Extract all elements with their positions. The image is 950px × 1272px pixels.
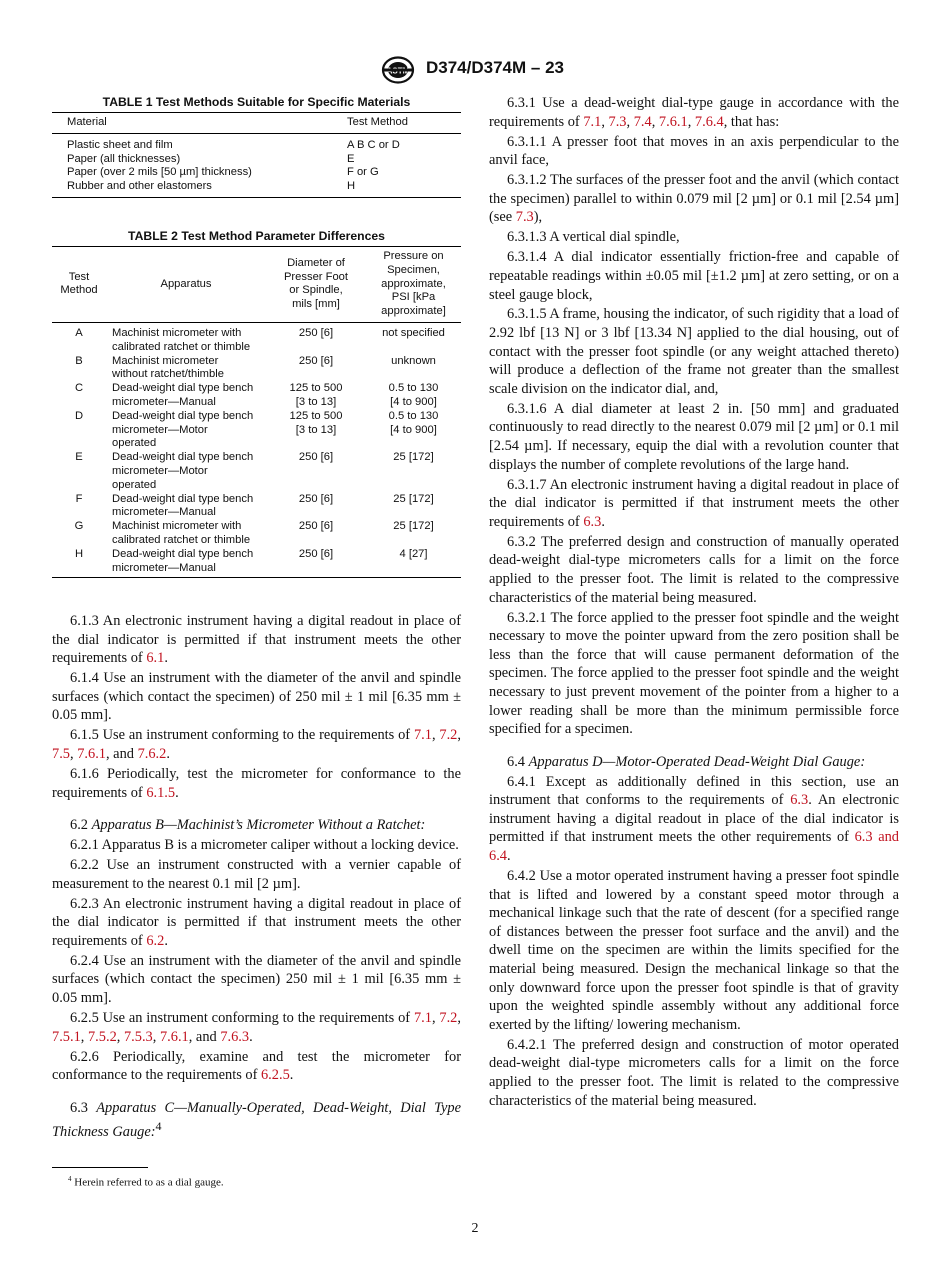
cross-reference-link[interactable]: 7.1 bbox=[413, 727, 432, 744]
apparatus-line: operated bbox=[112, 437, 157, 450]
section-heading bbox=[52, 816, 461, 835]
text: . bbox=[166, 745, 170, 762]
pressure-line: 25 [172] bbox=[393, 520, 434, 533]
cross-reference-link[interactable]: 6.3 and 6.4 bbox=[489, 829, 899, 865]
method-cell: A bbox=[75, 326, 83, 339]
text: 6.3.1.4 A dial indicator essentially friction-free and capable of repeatable readings within ±0.05 mil [±1.2 µm] at zero setting, or on a steel gauge block, bbox=[489, 249, 899, 303]
cross-reference-link[interactable]: 7.6.4 bbox=[694, 113, 724, 130]
paragraph bbox=[489, 305, 899, 398]
diameter-cell bbox=[266, 355, 366, 383]
text: 6.1.5 Use an instrument conforming to the requirements of bbox=[70, 727, 414, 744]
paragraph bbox=[489, 867, 899, 1034]
text: 6.2.1 Apparatus B is a micrometer caliper without a locking device. bbox=[70, 837, 459, 854]
apparatus-line: micrometer—Motor bbox=[112, 423, 208, 436]
pressure-cell bbox=[366, 451, 461, 492]
text: , bbox=[70, 745, 78, 762]
method-cell: B bbox=[75, 354, 83, 367]
text: . bbox=[175, 784, 179, 801]
text: 6.3.1.5 A frame, housing the indicator, of such rigidity that a load of 2.92 lbf [13 N] or 3 lbf [13.34 N] applied to the dial housing, out of contact with the presser foot spindle (or any weight attached thereto) will produce a deflection of the frame not greater than the smallest scale division on the indicator dial, and, bbox=[489, 306, 899, 397]
method-cell: G bbox=[74, 520, 84, 533]
table2-header-pressure bbox=[366, 247, 461, 323]
cross-reference-link[interactable]: 6.1 bbox=[146, 650, 165, 667]
paragraph bbox=[489, 609, 899, 739]
paragraph bbox=[489, 94, 899, 131]
left-column-text bbox=[52, 612, 461, 1143]
table1-title: TABLE 1 Test Methods Suitable for Specific Materials bbox=[102, 95, 411, 109]
paragraph bbox=[52, 726, 461, 763]
cross-reference-link[interactable]: 7.6.1 bbox=[658, 113, 688, 130]
header-line: approximate] bbox=[381, 305, 446, 318]
cross-reference-link[interactable]: 6.2.5 bbox=[260, 1067, 290, 1084]
text: 6.3 bbox=[70, 1099, 97, 1116]
text: , that has: bbox=[723, 113, 780, 130]
text: , bbox=[601, 113, 609, 130]
text: 6.1.4 Use an instrument with the diameter of the anvil and spindle surfaces (which contact the specimen) of 250 mil ± 1 mil [6.35 mm ± 0.05 mm]. bbox=[52, 670, 461, 724]
text: 6.2.4 Use an instrument with the diameter of the anvil and spindle surfaces (which contact the specimen) 250 mil ± 1 mil [6.35 mm ± 0.05 mm]. bbox=[52, 952, 461, 1007]
pressure-line: 0.5 to 130 bbox=[388, 382, 439, 395]
text: 6.2.6 Periodically, examine and test the micrometer for conformance to the requirements of bbox=[52, 1048, 461, 1084]
pressure-line: [4 to 900] bbox=[390, 395, 437, 408]
page-number: 2 bbox=[471, 1221, 479, 1236]
cross-reference-link[interactable]: 7.2 bbox=[439, 1010, 458, 1026]
cross-reference-link[interactable]: 7.3 bbox=[608, 113, 627, 130]
pressure-line: 0.5 to 130 bbox=[388, 409, 439, 422]
apparatus-cell bbox=[106, 451, 266, 492]
method-cell: F bbox=[75, 492, 83, 505]
apparatus-line: without ratchet/thimble bbox=[112, 368, 224, 381]
apparatus-cell bbox=[106, 382, 266, 410]
text: 6.3.1.2 The surfaces of the presser foot and the anvil (which contact the specimen) parallel to within 0.079 mil [2 µm] or 0.1 mil [2.54 µm] (see bbox=[489, 172, 899, 226]
text: 6.1.6 Periodically, test the micrometer for conformance to the requirements of bbox=[52, 765, 461, 801]
apparatus-cell bbox=[106, 355, 266, 383]
text: , bbox=[687, 113, 695, 130]
text: 6.4.1 Except as additionally defined in this section, use an instrument that conforms to the requirements of bbox=[489, 773, 899, 809]
diameter-line: 250 [6] bbox=[298, 354, 334, 367]
cross-reference-link[interactable]: 7.5.2 bbox=[87, 1028, 117, 1045]
astm-logo-icon bbox=[380, 56, 416, 84]
pressure-line: 25 [172] bbox=[393, 451, 434, 464]
apparatus-line: calibrated ratchet or thimble bbox=[112, 340, 251, 353]
cross-reference-link[interactable]: 6.3 bbox=[790, 792, 809, 809]
apparatus-line: calibrated ratchet or thimble bbox=[112, 533, 251, 546]
test-method-cell: A B C or D bbox=[347, 138, 400, 151]
table1-header-material: Material bbox=[52, 113, 331, 134]
text: 6.3.1 Use a dead-weight dial-type gauge in accordance with the requirements of bbox=[489, 95, 899, 130]
paragraph bbox=[52, 765, 461, 802]
cross-reference-link[interactable]: 7.2 bbox=[439, 727, 458, 744]
cross-reference-link[interactable]: 7.5 bbox=[52, 745, 70, 762]
text: 6.2.3 An electronic instrument having a digital readout in place of the dial indicator is permitted if that instrument meets the other requirements of bbox=[52, 895, 461, 949]
paragraph bbox=[52, 1048, 461, 1085]
cross-reference-link[interactable]: 7.1 bbox=[583, 113, 602, 130]
diameter-cell bbox=[266, 410, 366, 451]
table-row bbox=[52, 322, 461, 354]
diameter-cell bbox=[266, 548, 366, 578]
diameter-line: 250 [6] bbox=[298, 520, 334, 533]
text: . bbox=[289, 1067, 294, 1084]
apparatus-cell bbox=[106, 493, 266, 521]
paragraph bbox=[489, 476, 899, 532]
section-heading bbox=[52, 1099, 461, 1142]
text: ), bbox=[533, 209, 543, 226]
test-method-cell: F or G bbox=[347, 166, 379, 179]
table2-title: TABLE 2 Test Method Parameter Differences bbox=[128, 229, 385, 243]
text: 6.4 bbox=[507, 753, 529, 770]
header-line: or Spindle, bbox=[289, 284, 343, 297]
cross-reference-link[interactable]: 6.1.5 bbox=[146, 784, 176, 801]
text: , bbox=[651, 113, 659, 130]
table1-header-method: Test Method bbox=[331, 113, 461, 134]
material-cell: Paper (all thicknesses) bbox=[67, 152, 181, 165]
header-line: Presser Foot bbox=[283, 270, 349, 283]
apparatus-cell bbox=[106, 548, 266, 578]
paragraph bbox=[52, 612, 461, 668]
paragraph bbox=[52, 952, 461, 1008]
table-row bbox=[52, 520, 461, 548]
apparatus-line: Dead-weight dial type bench bbox=[112, 409, 254, 422]
paragraph bbox=[489, 773, 899, 866]
paragraph bbox=[489, 400, 899, 474]
diameter-cell bbox=[266, 451, 366, 492]
text: , bbox=[457, 727, 461, 744]
apparatus-cell bbox=[106, 410, 266, 451]
pressure-cell bbox=[366, 520, 461, 548]
page-header bbox=[0, 56, 950, 84]
footnote-text: Herein referred to as a dial gauge. bbox=[71, 1176, 224, 1189]
apparatus-line: Machinist micrometer with bbox=[112, 326, 242, 339]
cross-reference-link[interactable]: 7.5.3 bbox=[123, 1028, 153, 1045]
paragraph bbox=[489, 533, 899, 607]
pressure-cell bbox=[366, 548, 461, 578]
diameter-line: 125 to 500 bbox=[289, 382, 343, 395]
table-row bbox=[52, 153, 461, 167]
text: 6.3.1.3 A vertical dial spindle, bbox=[507, 229, 680, 246]
cross-reference-link[interactable]: 6.2 bbox=[146, 932, 165, 949]
cross-reference-link[interactable]: 6.3 bbox=[583, 513, 602, 530]
paragraph bbox=[489, 248, 899, 304]
text: 6.2.2 Use an instrument constructed with a vernier capable of measurement to the nearest 0.1 mil [2 µm]. bbox=[52, 857, 461, 892]
pressure-line: 4 [27] bbox=[399, 547, 428, 560]
table-row bbox=[52, 180, 461, 197]
text: . bbox=[164, 932, 168, 949]
paragraph bbox=[489, 133, 899, 170]
paragraph bbox=[52, 836, 461, 855]
text: . bbox=[601, 513, 605, 530]
pressure-line: 25 [172] bbox=[393, 492, 434, 505]
diameter-line: [3 to 13] bbox=[295, 395, 337, 408]
cross-reference-link[interactable]: 7.6.3 bbox=[220, 1028, 250, 1045]
material-cell: Paper (over 2 mils [50 µm] thickness) bbox=[67, 166, 252, 179]
apparatus-line: Dead-weight dial type bench bbox=[112, 382, 254, 395]
pressure-line: unknown bbox=[391, 354, 436, 367]
table1 bbox=[52, 112, 461, 198]
cross-reference-link[interactable]: 7.3 bbox=[515, 209, 534, 226]
apparatus-cell bbox=[106, 520, 266, 548]
text: , bbox=[116, 1028, 124, 1045]
text: , and bbox=[105, 745, 138, 762]
text: . bbox=[507, 848, 511, 865]
pressure-cell bbox=[366, 355, 461, 383]
apparatus-line: Dead-weight dial type bench bbox=[112, 451, 254, 464]
material-cell: Plastic sheet and film bbox=[67, 138, 173, 151]
diameter-line: [3 to 13] bbox=[295, 423, 337, 436]
header-line: Method bbox=[60, 284, 98, 297]
document-id: D374/D374M – 23 bbox=[426, 58, 564, 77]
diameter-line: 250 [6] bbox=[298, 547, 334, 560]
apparatus-line: Machinist micrometer with bbox=[112, 520, 242, 533]
table-row bbox=[52, 133, 461, 152]
header-line: PSI [kPa bbox=[391, 291, 436, 304]
diameter-cell bbox=[266, 493, 366, 521]
pressure-line: not specified bbox=[382, 326, 445, 339]
apparatus-line: Dead-weight dial type bench bbox=[112, 492, 254, 505]
cross-reference-link[interactable]: 7.5.1 bbox=[52, 1028, 81, 1045]
pressure-cell bbox=[366, 493, 461, 521]
header-line: Diameter of bbox=[287, 256, 345, 269]
pressure-cell bbox=[366, 382, 461, 410]
text: , bbox=[431, 727, 440, 744]
material-cell: Rubber and other elastomers bbox=[52, 180, 331, 197]
text: 6.2.5 Use an instrument conforming to the requirements of bbox=[70, 1010, 414, 1026]
paragraph bbox=[489, 228, 899, 247]
text: 6.3.2.1 The force applied to the presser foot spindle and the weight necessary to move the pointer upward from the zero position shall be less than the force that will cause permanent deformation of the specimen. The force applied to the presser foot spindle and the weight necessary to just prevent movement of the pointer from a higher to a lower reading shall be more than the minimum permissible force specified for a specimen. bbox=[489, 609, 899, 738]
table-row bbox=[52, 451, 461, 492]
paragraph bbox=[52, 1009, 461, 1046]
cross-reference-link[interactable]: 7.6.1 bbox=[159, 1028, 189, 1045]
text: . bbox=[164, 650, 168, 667]
apparatus-line: operated bbox=[112, 478, 157, 491]
text: , bbox=[80, 1028, 88, 1045]
table-row bbox=[52, 548, 461, 578]
apparatus-line: micrometer—Manual bbox=[112, 395, 216, 408]
test-method-cell: E bbox=[347, 152, 355, 165]
text: 6.3.2 The preferred design and construction of manually operated dead-weight dial-type micrometers calls for a limit on the force applied to the presser foot. The limit is related to the compressive characteristics of the material being measured. bbox=[489, 533, 899, 606]
diameter-line: 125 to 500 bbox=[289, 409, 343, 422]
table2 bbox=[52, 246, 461, 578]
paragraph bbox=[52, 669, 461, 725]
header-line: Test bbox=[68, 270, 90, 283]
header-line: approximate, bbox=[381, 277, 446, 290]
method-cell: D bbox=[74, 409, 84, 422]
diameter-cell bbox=[266, 322, 366, 354]
paragraph bbox=[489, 1036, 899, 1110]
text: 6.4.2 Use a motor operated instrument having a presser foot spindle that is lifted and lowered by a constant speed motor through a mechanical linkage such that the rate of descent (for a specified range of distances between the presser foot surface and the anvil) and the dwell time on the specimen are within the limits specified for the material being measured. Design the mechanical linkage so that the only downward force upon the presser foot spindle is that of gravity upon the weighted spindle assembly without any additional force exerted by the lifting/ lowering mechanism. bbox=[489, 868, 899, 1033]
table2-header-diameter bbox=[266, 247, 366, 323]
test-method-cell: H bbox=[331, 180, 461, 197]
text: 6.3.1.6 A dial diameter at least 2 in. [50 mm] and graduated continuously to read directly to the nearest 0.079 mil [2 µm] or 0.1 mil [2.54 µm]. If necessary, equip the dial with a revolution counter that displays the number of complete revolutions of the large hand. bbox=[489, 400, 899, 473]
cross-reference-link[interactable]: 7.4 bbox=[633, 113, 652, 130]
pressure-cell bbox=[366, 410, 461, 451]
header-line: Specimen, bbox=[387, 263, 440, 276]
italic-text: Apparatus B—Machinist’s Micrometer Without a Ratchet: bbox=[91, 817, 426, 834]
text: 6.3.1.7 An electronic instrument having a digital readout in place of the dial indicator is permitted if that instrument meets the other requirements of bbox=[489, 476, 899, 530]
text: 6.1.3 An electronic instrument having a digital readout in place of the dial indicator is permitted if that instrument meets the other requirements of bbox=[52, 613, 461, 667]
text: , and bbox=[188, 1028, 221, 1045]
text: , bbox=[431, 1010, 440, 1026]
text: . An electronic instrument having a digital readout in place of the dial indicator is permitted if that instrument meets the other requirements of bbox=[489, 792, 899, 846]
diameter-line: 250 [6] bbox=[298, 326, 334, 339]
table2-header-method bbox=[52, 247, 106, 323]
text: . bbox=[249, 1028, 253, 1045]
right-column-text bbox=[489, 94, 899, 1112]
apparatus-line: micrometer—Manual bbox=[112, 506, 216, 519]
text: , bbox=[457, 1010, 461, 1026]
table-row bbox=[52, 355, 461, 383]
apparatus-line: Machinist micrometer bbox=[112, 354, 219, 367]
text: 6.4.2.1 The preferred design and construction of motor operated dead-weight dial-type micrometers calls for a limit on the force applied to the presser foot. The limit is related to the compressive characteristics of the material being measured. bbox=[489, 1036, 899, 1109]
table2-header-apparatus: Apparatus bbox=[106, 247, 266, 323]
text: 6.3.1.1 A presser foot that moves in an axis perpendicular to the anvil face, bbox=[489, 133, 899, 169]
pressure-line: [4 to 900] bbox=[390, 423, 437, 436]
header-line: mils [mm] bbox=[292, 298, 340, 311]
apparatus-line: Dead-weight dial type bench bbox=[112, 547, 254, 560]
paragraph bbox=[52, 856, 461, 893]
diameter-cell bbox=[266, 382, 366, 410]
table-row bbox=[52, 382, 461, 410]
apparatus-line: micrometer—Motor bbox=[112, 464, 208, 477]
footnote-marker: 4 bbox=[155, 1119, 162, 1134]
method-cell: H bbox=[52, 548, 106, 578]
diameter-line: 250 [6] bbox=[298, 492, 334, 505]
cross-reference-link[interactable]: 7.6.2 bbox=[137, 745, 167, 762]
diameter-line: 250 [6] bbox=[298, 451, 334, 464]
table-row bbox=[52, 493, 461, 521]
footnote-number: 4 bbox=[68, 1175, 72, 1183]
cross-reference-link[interactable]: 7.6.1 bbox=[77, 745, 106, 762]
text: , bbox=[152, 1028, 160, 1045]
section-heading bbox=[489, 753, 899, 772]
text: , bbox=[626, 113, 634, 130]
text: 6.2 bbox=[70, 817, 92, 834]
apparatus-line: micrometer—Manual bbox=[112, 561, 216, 574]
table-row bbox=[52, 410, 461, 451]
footnote bbox=[68, 1175, 224, 1189]
diameter-cell bbox=[266, 520, 366, 548]
italic-text: Apparatus D—Motor-Operated Dead-Weight Dial Gauge: bbox=[528, 753, 866, 770]
pressure-cell bbox=[366, 322, 461, 354]
italic-text: Apparatus C—Manually-Operated, Dead-Weight, Dial Type Thickness Gauge: bbox=[52, 1099, 461, 1141]
table-row bbox=[52, 166, 461, 180]
method-cell: C bbox=[74, 382, 84, 395]
method-cell: E bbox=[75, 451, 83, 464]
apparatus-cell bbox=[106, 322, 266, 354]
paragraph bbox=[489, 171, 899, 227]
footnote-rule bbox=[52, 1167, 148, 1168]
paragraph bbox=[52, 895, 461, 951]
header-line: Pressure on bbox=[383, 250, 444, 262]
cross-reference-link[interactable]: 7.1 bbox=[413, 1010, 432, 1026]
